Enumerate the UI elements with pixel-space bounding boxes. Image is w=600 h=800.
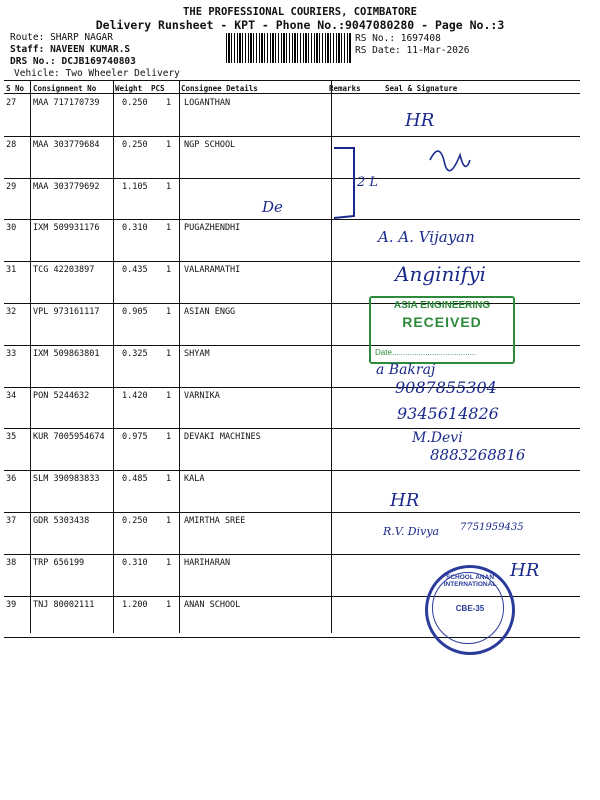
row-weight: 1.200 (122, 599, 148, 610)
row-consignee: VALARAMATHI (184, 265, 241, 276)
row-divider (4, 428, 580, 429)
rs-no-line (355, 33, 441, 44)
row-weight: 0.435 (122, 265, 148, 276)
row-pcs: 1 (166, 98, 172, 108)
received-stamp (369, 296, 515, 364)
row-weight: 1.420 (122, 390, 148, 401)
row-sno: 31 (6, 265, 17, 276)
row-consignee: AMIRTHA SREE (184, 516, 246, 526)
signature-r27: HR (405, 110, 435, 131)
row-pcs: 1 (166, 516, 172, 526)
row-consignee: ANAN SCHOOL (184, 599, 241, 610)
rs-date-label: RS Date: (355, 45, 401, 56)
row-consignment: SLM 390983833 (33, 474, 100, 485)
vehicle-line (14, 68, 180, 79)
signature-r31: Anginifyi (395, 262, 486, 286)
row-sno: 35 (6, 432, 17, 443)
row-sno: 27 (6, 98, 17, 108)
row-divider (4, 219, 580, 220)
row-weight: 0.485 (122, 474, 148, 485)
row-pcs: 1 (166, 599, 172, 610)
name-r35: M.Devi (412, 430, 463, 446)
rs-date-value: 11-Mar-2026 (406, 45, 470, 56)
staff-line (10, 44, 130, 55)
row-consignment: TNJ 80002111 (33, 599, 95, 610)
company-name: THE PROFESSIONAL COURIERS, COIMBATORE (183, 6, 417, 18)
school-seal (425, 565, 515, 655)
row-divider (4, 261, 580, 262)
row-pcs: 1 (166, 307, 172, 317)
stamp-date: Date...................................... (375, 348, 477, 357)
seal-ring-text: SCHOOL ANAN INTERNATIONAL (443, 574, 497, 588)
row-consignee: DEVAKI MACHINES (184, 432, 261, 443)
signature-r30: A. A. Vijayan (378, 228, 475, 246)
row-divider (4, 178, 580, 179)
rs-no-value: 1697408 (400, 33, 441, 44)
row-weight: 0.325 (122, 348, 148, 359)
stamp-company: ASIA ENGINEERING (393, 300, 491, 311)
row-consignment: VPL 973161117 (33, 307, 100, 317)
row-weight: 0.310 (122, 223, 148, 234)
row-pcs: 1 (166, 265, 172, 276)
row-consignment: TCG 42203897 (33, 265, 95, 276)
row-consignment: IXM 509863801 (33, 348, 100, 359)
row-weight: 0.310 (122, 557, 148, 568)
signature-r38: HR (510, 560, 540, 581)
row-pcs: 1 (166, 223, 172, 234)
col-divider (179, 81, 180, 633)
row-sno: 34 (6, 390, 17, 401)
row-consignment: TRP 656199 (33, 557, 85, 568)
row-sno: 38 (6, 557, 17, 568)
row-sno: 39 (6, 599, 17, 610)
staff-value: NAVEEN KUMAR.S (50, 44, 131, 55)
row-consignee: SHYAM (184, 348, 210, 359)
col-divider (113, 81, 114, 633)
row-pcs: 1 (166, 348, 172, 359)
row-consignment: PON 5244632 (33, 390, 90, 401)
col-header-pcs: PCS (151, 84, 165, 93)
row-pcs: 1 (166, 557, 172, 568)
signature-r36: HR (390, 490, 420, 511)
row-weight: 0.975 (122, 432, 148, 443)
phone-r34b: 9345614826 (397, 404, 499, 423)
row-sno: 36 (6, 474, 17, 485)
signature-r37: R.V. Divya (383, 525, 440, 538)
col-divider (30, 81, 31, 633)
route-value: SHARP NAGAR (50, 32, 113, 43)
row-pcs: 1 (166, 181, 172, 192)
remark-r29: De (262, 198, 283, 216)
phone-r37: 7751959435 (460, 522, 524, 533)
row-consignment: IXM 509931176 (33, 223, 100, 234)
row-sno: 29 (6, 181, 17, 192)
table-top-line (4, 80, 580, 81)
staff-label: Staff: (10, 44, 45, 55)
col-header-seal: Seal & Signature (385, 84, 458, 93)
barcode (226, 33, 352, 63)
col-header-consignment: Consignment No (33, 84, 97, 93)
vehicle-value: Two Wheeler Delivery (65, 68, 180, 79)
signature-r29: 2 L (357, 175, 379, 190)
row-pcs: 1 (166, 432, 172, 443)
vehicle-label: Vehicle: (14, 68, 60, 79)
row-weight: 0.250 (122, 139, 148, 150)
row-weight: 0.250 (122, 98, 148, 108)
col-header-remarks: Remarks (329, 84, 361, 93)
row-weight: 1.105 (122, 181, 148, 192)
row-sno: 32 (6, 307, 17, 317)
row-divider (4, 512, 580, 513)
row-sno: 28 (6, 139, 17, 150)
drs-value: DCJB169740803 (61, 56, 136, 67)
row-consignee: PUGAZHENDHI (184, 223, 241, 234)
drs-line (10, 56, 136, 67)
row-consignee: NGP SCHOOL (184, 139, 236, 150)
stamp-received: RECEIVED (402, 314, 482, 330)
row-consignee: KALA (184, 474, 205, 485)
row-consignee: LOGANTHAN (184, 98, 231, 108)
rs-no-label: RS No.: (355, 33, 396, 44)
row-consignment: MAA 717170739 (33, 98, 100, 108)
drs-label: DRS No.: (10, 56, 56, 67)
route-label: Route: (10, 32, 45, 43)
row-consignment: MAA 303779684 (33, 139, 100, 150)
row-divider (4, 470, 580, 471)
row-sno: 37 (6, 516, 17, 526)
row-pcs: 1 (166, 474, 172, 485)
row-pcs: 1 (166, 390, 172, 401)
row-divider (4, 136, 580, 137)
row-sno: 33 (6, 348, 17, 359)
row-consignee: VARNIKA (184, 390, 220, 401)
row-divider (4, 554, 580, 555)
row-consignment: KUR 7005954674 (33, 432, 105, 443)
col-header-consignee: Consignee Details (181, 84, 258, 93)
row-consignment: GDR 5303438 (33, 516, 90, 526)
row-sno: 30 (6, 223, 17, 234)
rs-date-line (355, 45, 469, 56)
signature-r33: a Bakraj (376, 362, 436, 378)
row-consignee: ASIAN ENGG (184, 307, 236, 317)
row-weight: 0.250 (122, 516, 148, 526)
phone-r35: 8883268816 (430, 446, 526, 464)
runsheet-title: Delivery Runsheet - KPT - Phone No.:9047080280 - Page No.:3 (95, 18, 505, 32)
row-weight: 0.905 (122, 307, 148, 317)
bracket-mark-icon (330, 140, 490, 220)
col-header-sno: S No (6, 84, 25, 93)
seal-center-text: CBE-35 (455, 604, 485, 613)
route-line (10, 32, 113, 43)
table-header-line (4, 93, 580, 94)
row-pcs: 1 (166, 139, 172, 150)
row-consignment: MAA 303779692 (33, 181, 100, 192)
col-header-weight: Weight (115, 84, 143, 93)
phone-r34: 9087855304 (395, 378, 497, 397)
row-consignee: HARIHARAN (184, 557, 231, 568)
